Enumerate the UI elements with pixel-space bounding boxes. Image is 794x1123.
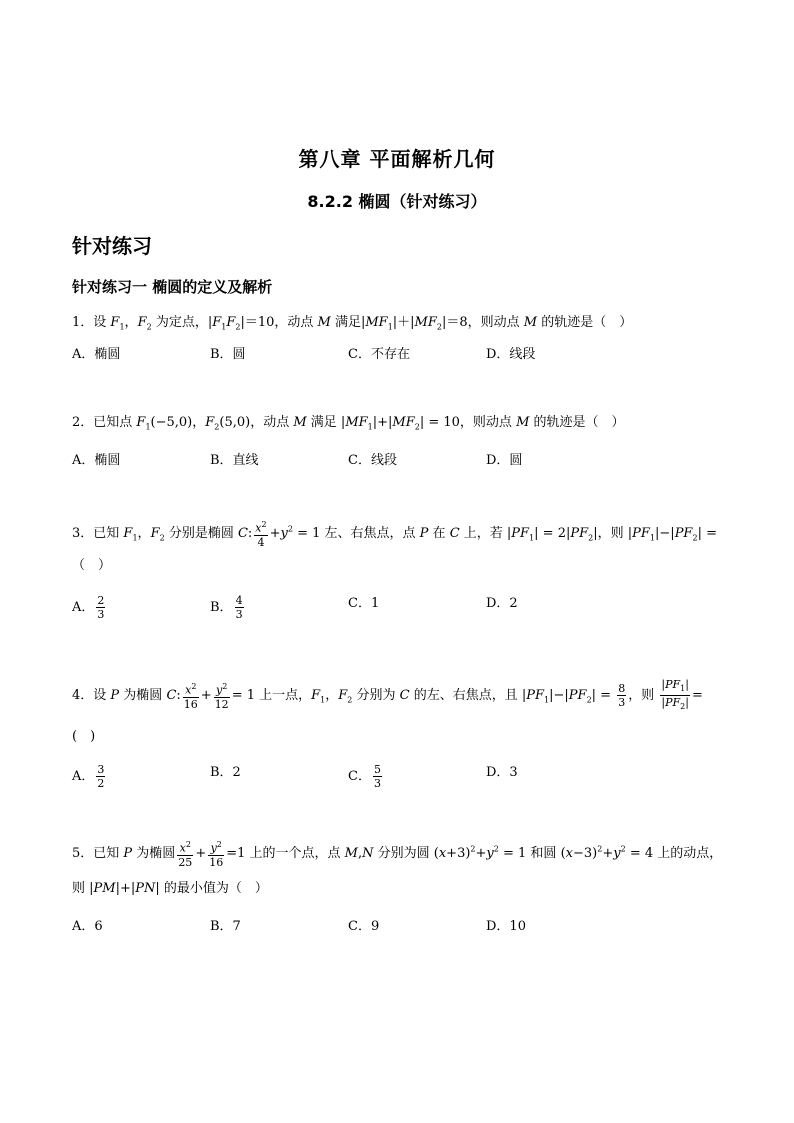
- question-number: 4．: [72, 688, 94, 704]
- option-d: D．3: [486, 765, 518, 780]
- option-d: D．线段: [486, 347, 536, 362]
- option-c: C．9: [348, 919, 380, 934]
- option-a: A．6: [72, 919, 103, 934]
- option-b: B．7: [210, 919, 241, 934]
- question-text: 已知 P 为椭圆 $\frac{x^2}{25}$ + $\frac{y^2}{16}$ =1 上的一个点，点 M,N 分别为圆 $(x+3)^2+y^2 = 1$ 和圆 $(x-3)^2+y^2 = 4$ 上的动点，: [93, 840, 723, 869]
- question-5-cont: 则 |PM|+|PN| 的最小值为（ ）: [72, 881, 268, 896]
- question-5: [72, 838, 722, 869]
- question-text: 已知 $F_1$，$F_2$ 分别是椭圆 C: $\frac{x^2}{4}$ $+y^2 = 1$ 左、右焦点，点 P 在 C 上，若 $|PF_1| = 2|PF_2|$，则 $|PF_1|-|PF_2|$ =: [93, 520, 717, 549]
- option-b: B． $\frac{4}{3}$: [210, 594, 243, 621]
- question-text: 已知点 $F_1(-5,0)$，$F_2(5,0)$，动点 M 满足 $|MF_1|+|MF_2| = 10$，则动点 M 的轨迹是（ ）: [93, 415, 625, 432]
- option-c: C．不存在: [348, 347, 410, 362]
- question-2: [72, 413, 625, 438]
- option-a: A．椭圆: [72, 453, 121, 468]
- chapter-title: 第八章 平面解析几何: [298, 147, 496, 171]
- question-3-paren: （ ）: [72, 558, 112, 573]
- question-number: 2．: [72, 415, 94, 430]
- question-number: 5．: [72, 845, 94, 861]
- question-text: 设 $F_1$，$F_2$ 为定点，$|F_1F_2|=10$，动点 M 满足$|MF_1|+|MF_2|=8$，则动点 M 的轨迹是（ ）: [93, 315, 633, 332]
- option-d: D．2: [486, 596, 518, 611]
- exercise-subheading: 针对练习一 椭圆的定义及解析: [72, 278, 273, 296]
- option-d: D．10: [486, 919, 526, 934]
- question-4: [72, 678, 703, 713]
- question-number: 3．: [72, 525, 94, 541]
- question-number: 1．: [72, 315, 94, 330]
- option-a: A．椭圆: [72, 347, 121, 362]
- option-c: C． $\frac{5}{3}$: [348, 763, 381, 790]
- option-b: B．圆: [210, 347, 246, 362]
- question-text: 设 P 为椭圆 C: $\frac{x^2}{16}$ + $\frac{y^2}{12}$ = 1 上一点，$F_1$，$F_2$ 分别为 C 的左、右焦点，且 $|PF_1|-|PF_2|$ = $\frac{8}{3}$ ，则 $\frac{|PF_1|}{|PF_2|}$ =: [93, 678, 703, 712]
- question-3: [72, 518, 717, 549]
- option-b: B．直线: [210, 453, 259, 468]
- option-c: C．线段: [348, 453, 397, 468]
- exercise-heading: 针对练习: [72, 234, 152, 258]
- option-d: D．圆: [486, 453, 523, 468]
- section-title: 8.2.2 椭圆（针对练习）: [307, 192, 487, 211]
- option-b: B．2: [210, 765, 241, 780]
- question-4-paren: ( ): [72, 729, 96, 744]
- question-1: [72, 313, 632, 338]
- option-a: A． $\frac{3}{2}$: [72, 763, 105, 790]
- option-a: A． $\frac{2}{3}$: [72, 594, 105, 621]
- option-c: C．1: [348, 596, 380, 611]
